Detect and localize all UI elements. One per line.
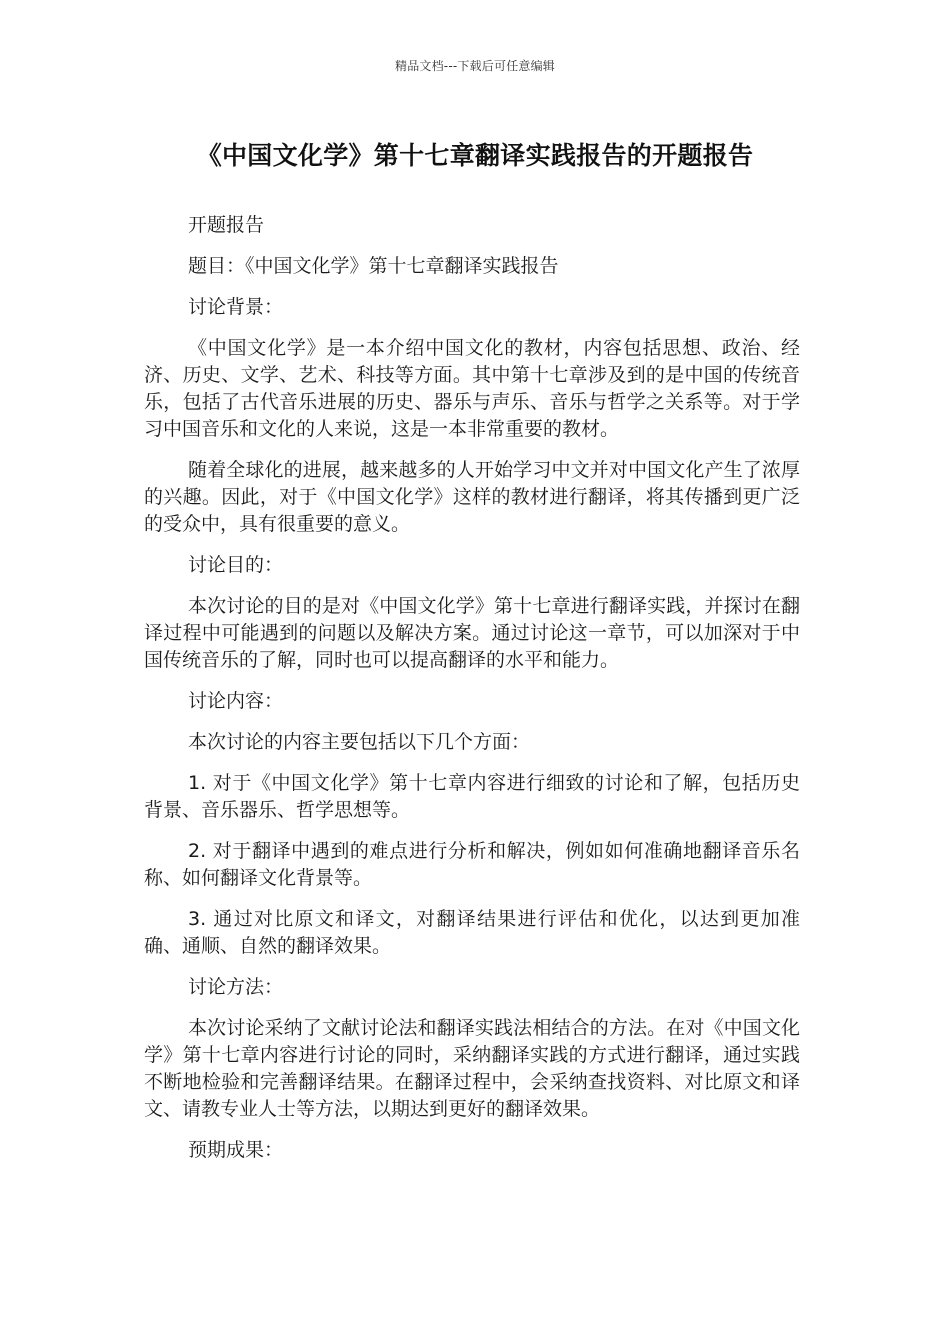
paragraph-topic: 题目：《中国文化学》第十七章翻译实践报告 — [188, 255, 559, 277]
paragraph-background-1: 《中国文化学》是一本介绍中国文化的教材，内容包括思想、政治、经济、历史、文学、艺术、科技等方面。其中第十七章涉及到的是中国的传统音乐，包括了古代音乐进展的历史、器乐与声乐、音乐与哲学之关系等。对于学习中国音乐和文化的人来说，这是一本非常重要的教材。 — [144, 337, 800, 440]
list-item-1: 1. 对于《中国文化学》第十七章内容进行细致的讨论和了解，包括历史背景、音乐器乐、哲学思想等。 — [144, 772, 800, 821]
paragraph-background-2: 随着全球化的进展，越来越多的人开始学习中文并对中国文化产生了浓厚的兴趣。因此，对于《中国文化学》这样的教材进行翻译，将其传播到更广泛的受众中，具有很重要的意义。 — [144, 459, 800, 535]
document-title: 《中国文化学》第十七章翻译实践报告的开题报告 — [196, 141, 754, 170]
paragraph-content-intro: 本次讨论的内容主要包括以下几个方面： — [188, 731, 531, 753]
paragraph-heading-report: 开题报告 — [188, 214, 265, 236]
paragraph-purpose: 本次讨论的目的是对《中国文化学》第十七章进行翻译实践，并探讨在翻译过程中可能遇到的问题以及解决方案。通过讨论这一章节，可以加深对于中国传统音乐的了解，同时也可以提高翻译的水平和能力。 — [144, 595, 800, 671]
header-note: 精品文档---下载后可任意编辑 — [395, 59, 555, 73]
section-heading-purpose: 讨论目的： — [188, 554, 284, 576]
section-heading-content: 讨论内容： — [188, 690, 284, 712]
list-item-2: 2. 对于翻译中遇到的难点进行分析和解决，例如如何准确地翻译音乐名称、如何翻译文化背景等。 — [144, 840, 800, 889]
document-body — [144, 212, 800, 1178]
section-heading-method: 讨论方法： — [188, 976, 284, 998]
paragraph-method: 本次讨论采纳了文献讨论法和翻译实践法相结合的方法。在对《中国文化学》第十七章内容进行讨论的同时，采纳翻译实践的方式进行翻译，通过实践不断地检验和完善翻译结果。在翻译过程中，会采纳查找资料、对比原文和译文、请教专业人士等方法，以期达到更好的翻译效果。 — [144, 1017, 800, 1120]
section-heading-background: 讨论背景： — [188, 296, 284, 318]
section-heading-outcome: 预期成果： — [188, 1139, 284, 1161]
list-item-3: 3. 通过对比原文和译文，对翻译结果进行评估和优化，以达到更加准确、通顺、自然的翻译效果。 — [144, 908, 800, 957]
